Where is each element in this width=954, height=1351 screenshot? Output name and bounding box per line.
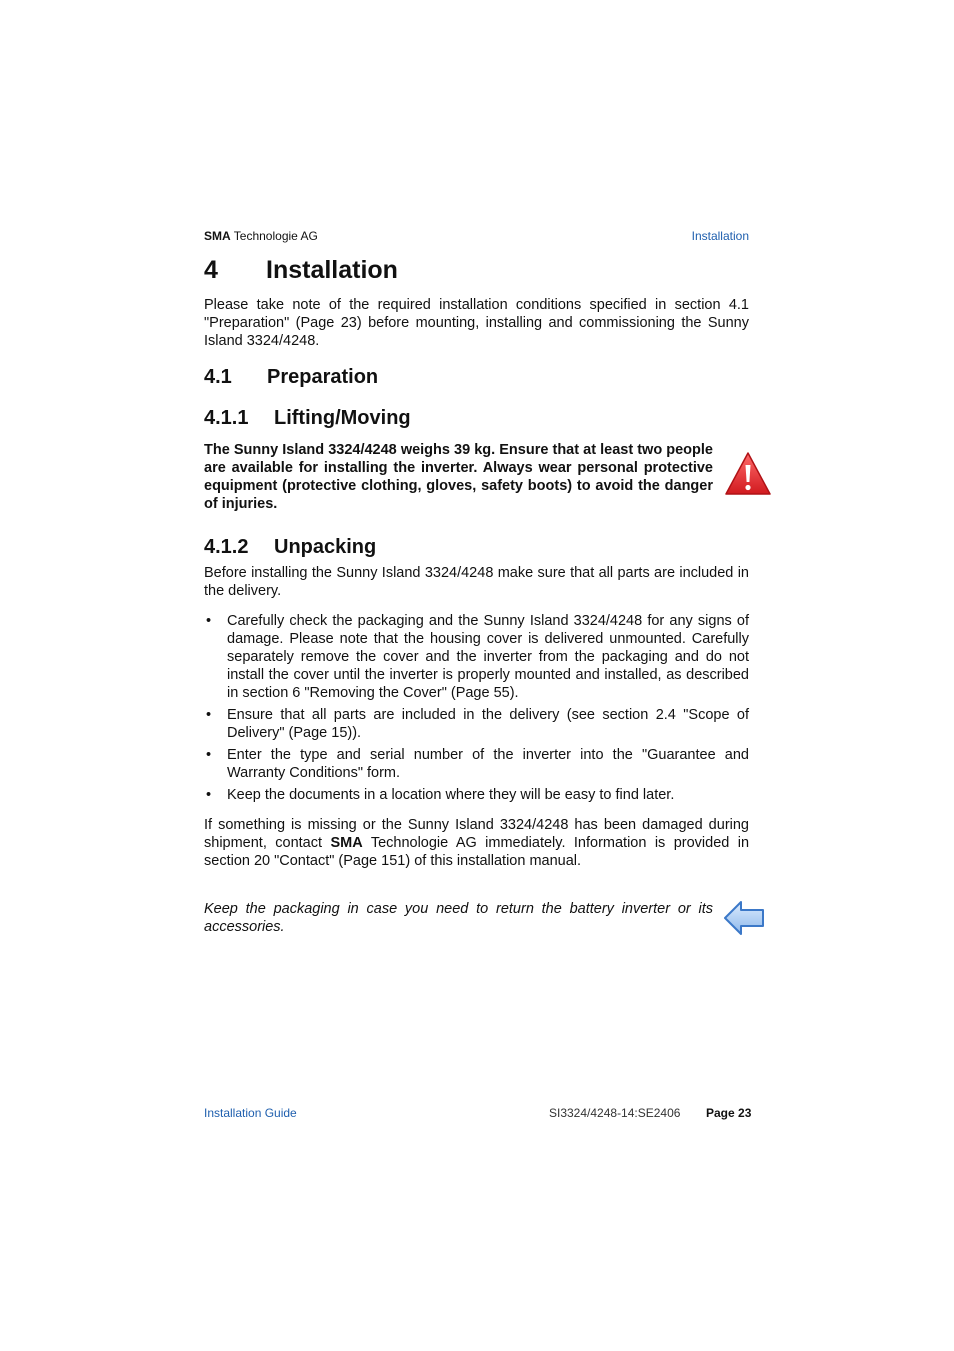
- header-company: [204, 229, 318, 243]
- section-heading-4-1-2: [204, 536, 376, 559]
- warning-triangle-icon: [724, 451, 772, 497]
- chapter-title: Installation: [266, 256, 398, 284]
- footer-guide-title: Installation Guide: [204, 1106, 297, 1120]
- section-heading-4-1-1: [204, 407, 411, 430]
- section-number: 4.1.1: [204, 407, 249, 429]
- missing-text-pre: If something is missing or the Sunny Island 3324/4248 has been damaged during shipment, contact: [204, 817, 749, 851]
- header-company-bold: SMA: [204, 229, 231, 243]
- section-title: Unpacking: [274, 536, 377, 558]
- section-heading-4-1: [204, 366, 378, 389]
- missing-text-post: Technologie AG immediately. Information is provided in section 20 "Contact" (Page 151) of this installation manual.: [204, 835, 750, 869]
- missing-parts-paragraph: [204, 816, 749, 870]
- footer-page-number: Page 23: [706, 1106, 752, 1120]
- section-number: 4.1: [204, 366, 232, 388]
- chapter-heading: [204, 256, 398, 285]
- list-item: • Keep the documents in a location where they will be easy to find later.: [204, 786, 749, 804]
- list-item: • Ensure that all parts are included in the delivery (see section 2.4 "Scope of Delivery" (Page 15)).: [204, 706, 749, 742]
- header-company-rest: Technologie AG: [230, 229, 318, 243]
- section-title: Preparation: [267, 366, 379, 388]
- warning-text: The Sunny Island 3324/4248 weighs 39 kg. Ensure that at least two people are available for installing the inverter. Always wear personal protective equipment (protective clothing, gloves, safety boots) to avoid the danger of injuries.: [204, 442, 713, 512]
- note-text: Keep the packaging in case you need to return the battery inverter or its accessories.: [204, 901, 713, 935]
- header-section: Installation: [691, 229, 749, 243]
- section-number: 4.1.2: [204, 536, 249, 558]
- list-item: • Carefully check the packaging and the Sunny Island 3324/4248 for any signs of damage. Please note that the housing cover is delivered unmounted. Carefully separately remove the cover and the inverter from the packaging and do not install the cover until the inverter is properly mounted and installed, as described in section 6 "Removing the Cover" (Page 55).: [204, 612, 749, 702]
- unpacking-checklist: [204, 612, 749, 808]
- unpacking-intro: Before installing the Sunny Island 3324/4248 make sure that all parts are included in the delivery.: [204, 565, 749, 599]
- footer-doc-id: SI3324/4248-14:SE2406: [549, 1106, 681, 1120]
- missing-text-bold: SMA: [330, 835, 363, 851]
- list-item: • Enter the type and serial number of the inverter into the "Guarantee and Warranty Conditions" form.: [204, 746, 749, 782]
- chapter-intro: Please take note of the required installation conditions specified in section 4.1 "Preparation" (Page 23) before mounting, installing and commissioning the Sunny Island 3324/4248.: [204, 297, 749, 349]
- section-title: Lifting/Moving: [274, 407, 411, 429]
- chapter-number: 4: [204, 256, 218, 284]
- left-arrow-icon: [722, 899, 766, 937]
